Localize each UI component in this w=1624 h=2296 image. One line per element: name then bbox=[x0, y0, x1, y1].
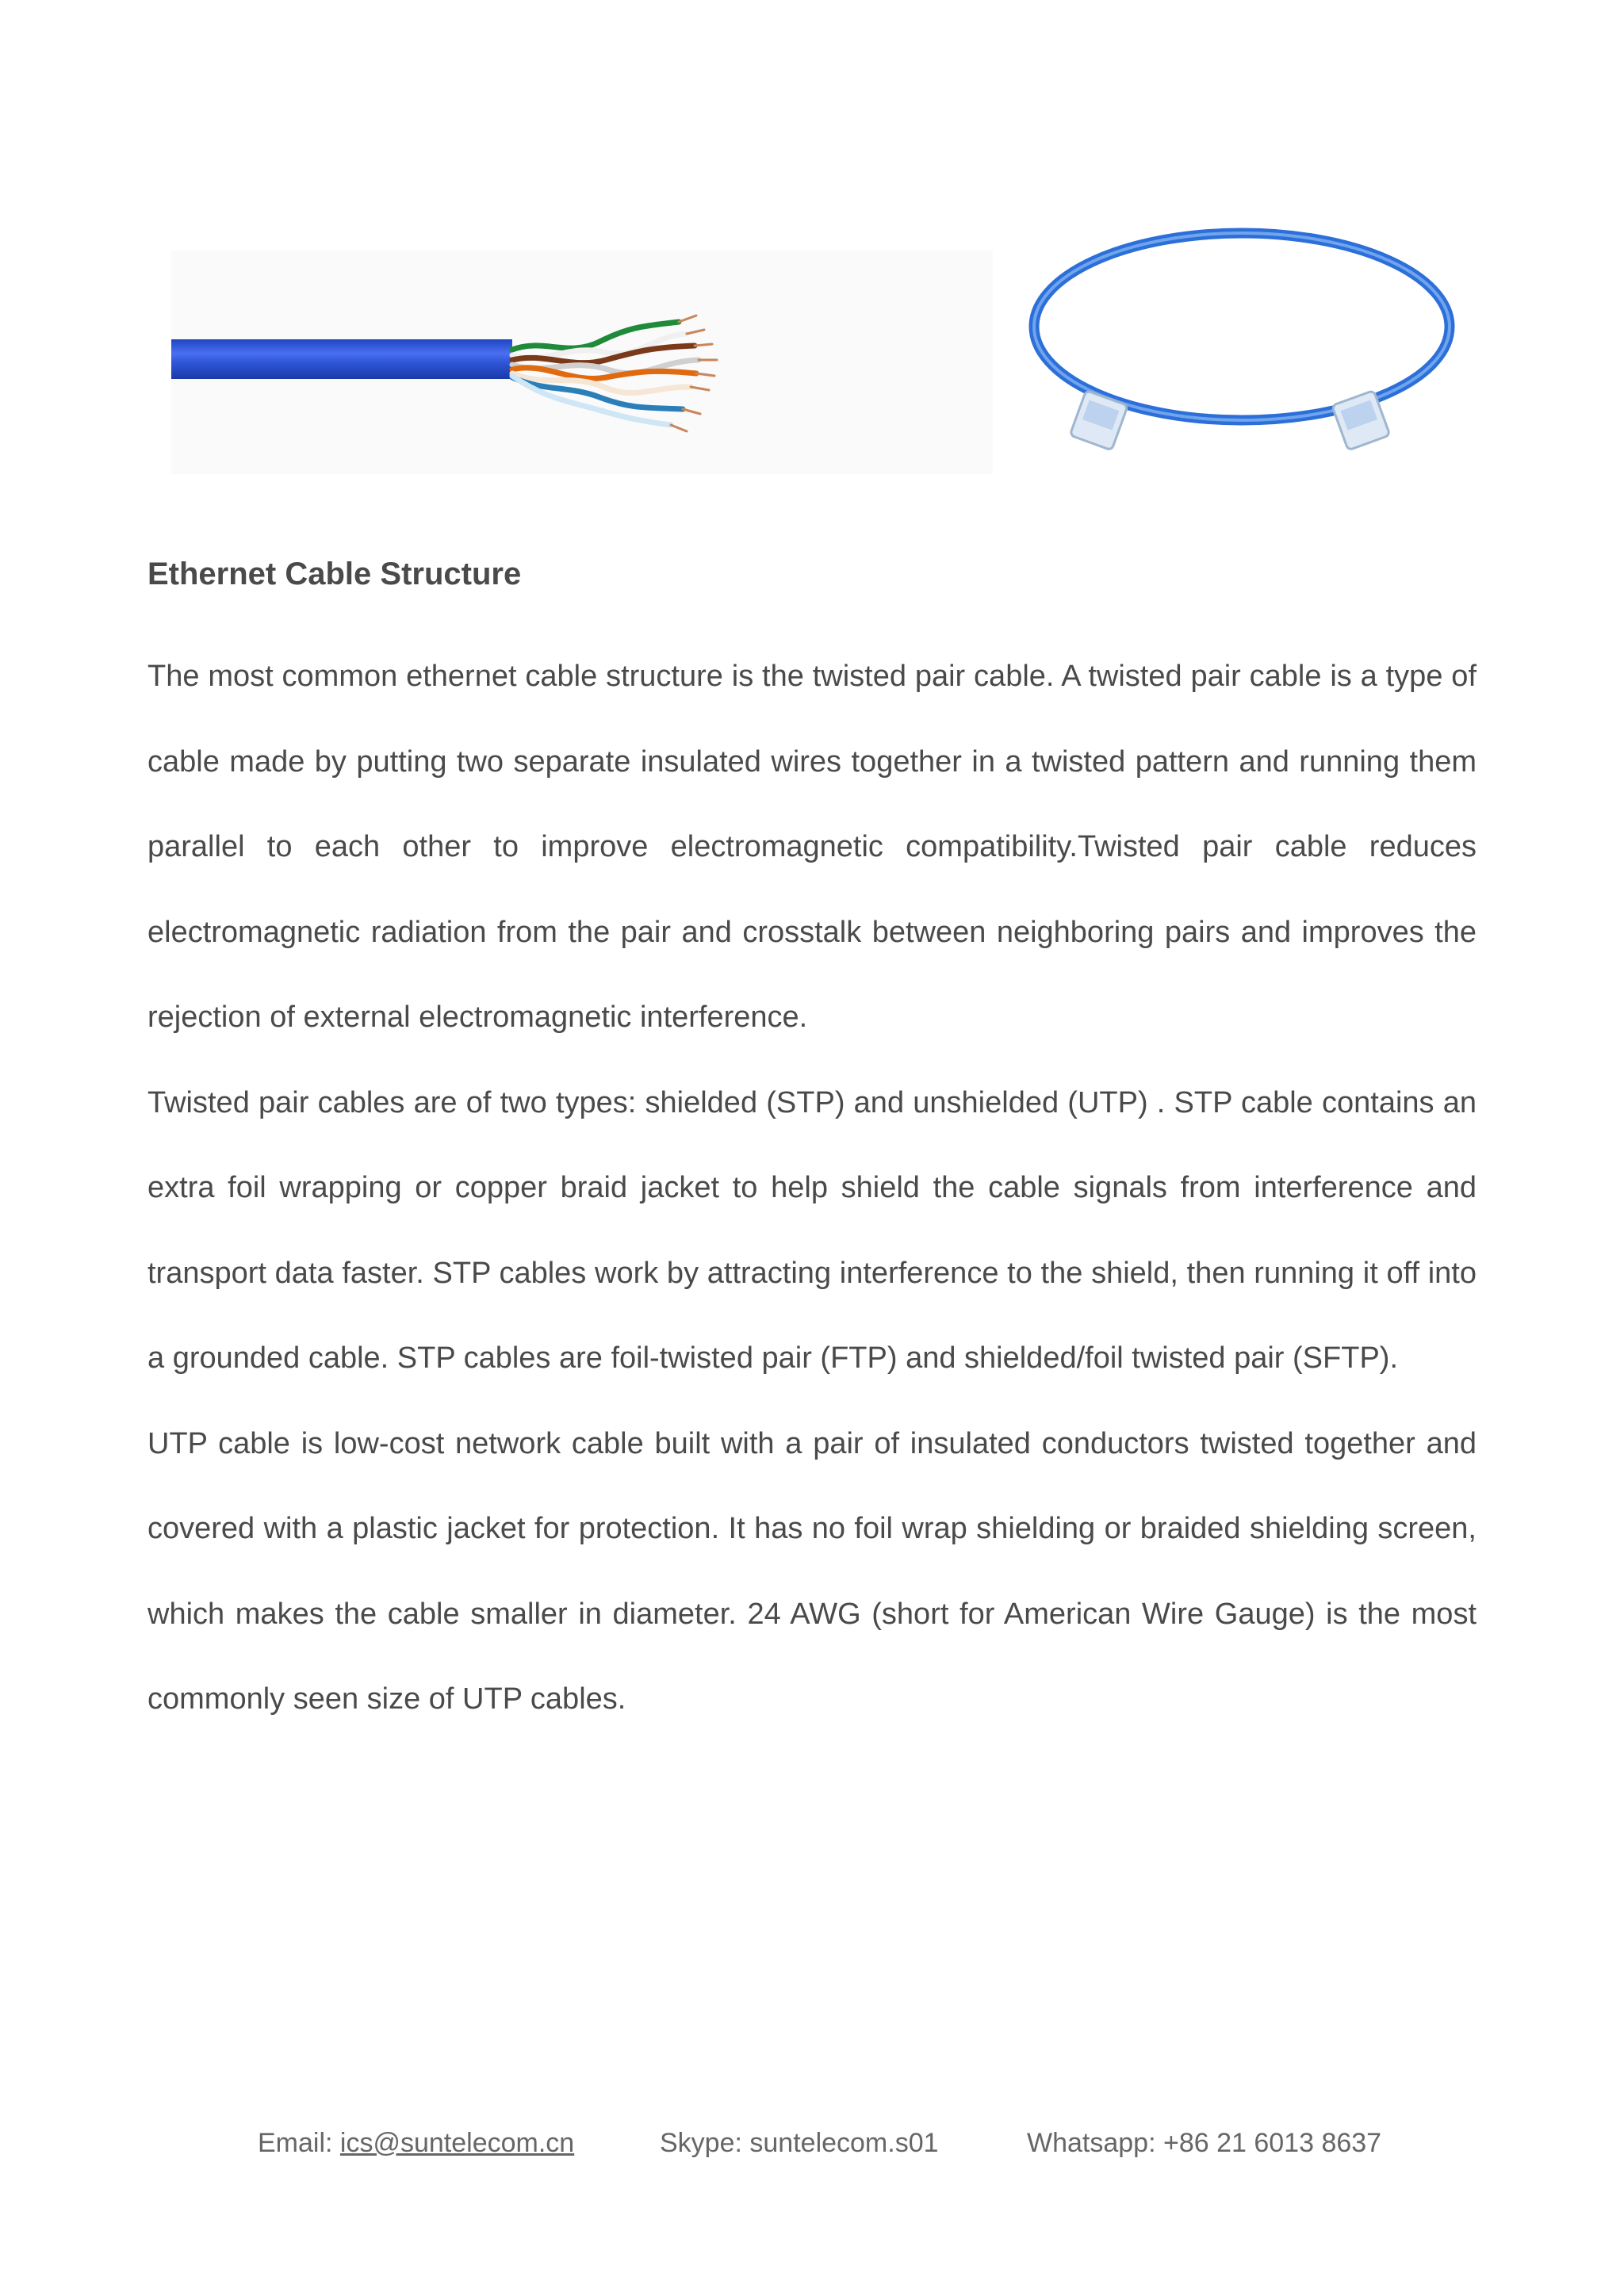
patch-cable-illustration bbox=[1012, 208, 1472, 477]
body-text bbox=[147, 634, 1477, 1743]
footer-skype: Skype: suntelecom.s01 bbox=[660, 2128, 939, 2158]
paragraph-twisted-pair: The most common ethernet cable structure is the twisted pair cable. A twisted pair cable is a type of cable made by putting two separate insulated wires together in a twisted pattern and running them parallel to each other to improve electromagnetic compatibility.Twisted pair cable reduces electromagnetic radiation from the pair and crosstalk between neighboring pairs and improves the rejection of external electromagnetic interference. bbox=[147, 660, 1477, 1034]
footer-email bbox=[258, 2128, 574, 2159]
paragraph-utp: UTP cable is low-cost network cable built with a pair of insulated conductors twisted together and covered with a plastic jacket for protection. It has no foil wrap shielding or braided shielding screen, which makes the cable smaller in diameter. 24 AWG (short for American Wire Gauge) is the most commonly seen size of UTP cables. bbox=[147, 1426, 1477, 1716]
contact-footer bbox=[0, 2128, 1624, 2168]
email-link[interactable]: ics@suntelecom.cn bbox=[339, 2128, 575, 2158]
footer-whatsapp: Whatsapp: +86 21 6013 8637 bbox=[1027, 2128, 1382, 2158]
section-title: Ethernet Cable Structure bbox=[147, 557, 522, 591]
patch-cable-image bbox=[1012, 208, 1472, 477]
product-images bbox=[171, 208, 1472, 477]
paragraph-cable-types: Twisted pair cables are of two types: shielded (STP) and unshielded (UTP) . STP cable contains an extra foil wrapping or copper braid jacket to help shield the cable signals from interference and transport data faster. STP cables work by attracting interference to the shield, then running it off into a grounded cable. STP cables are foil-twisted pair (FTP) and shielded/foil twisted pair (SFTP). bbox=[147, 1085, 1477, 1375]
twisted-pair-cable-image bbox=[171, 251, 993, 474]
email-label: Email: bbox=[258, 2128, 340, 2158]
twisted-pair-cable-illustration bbox=[171, 251, 993, 474]
